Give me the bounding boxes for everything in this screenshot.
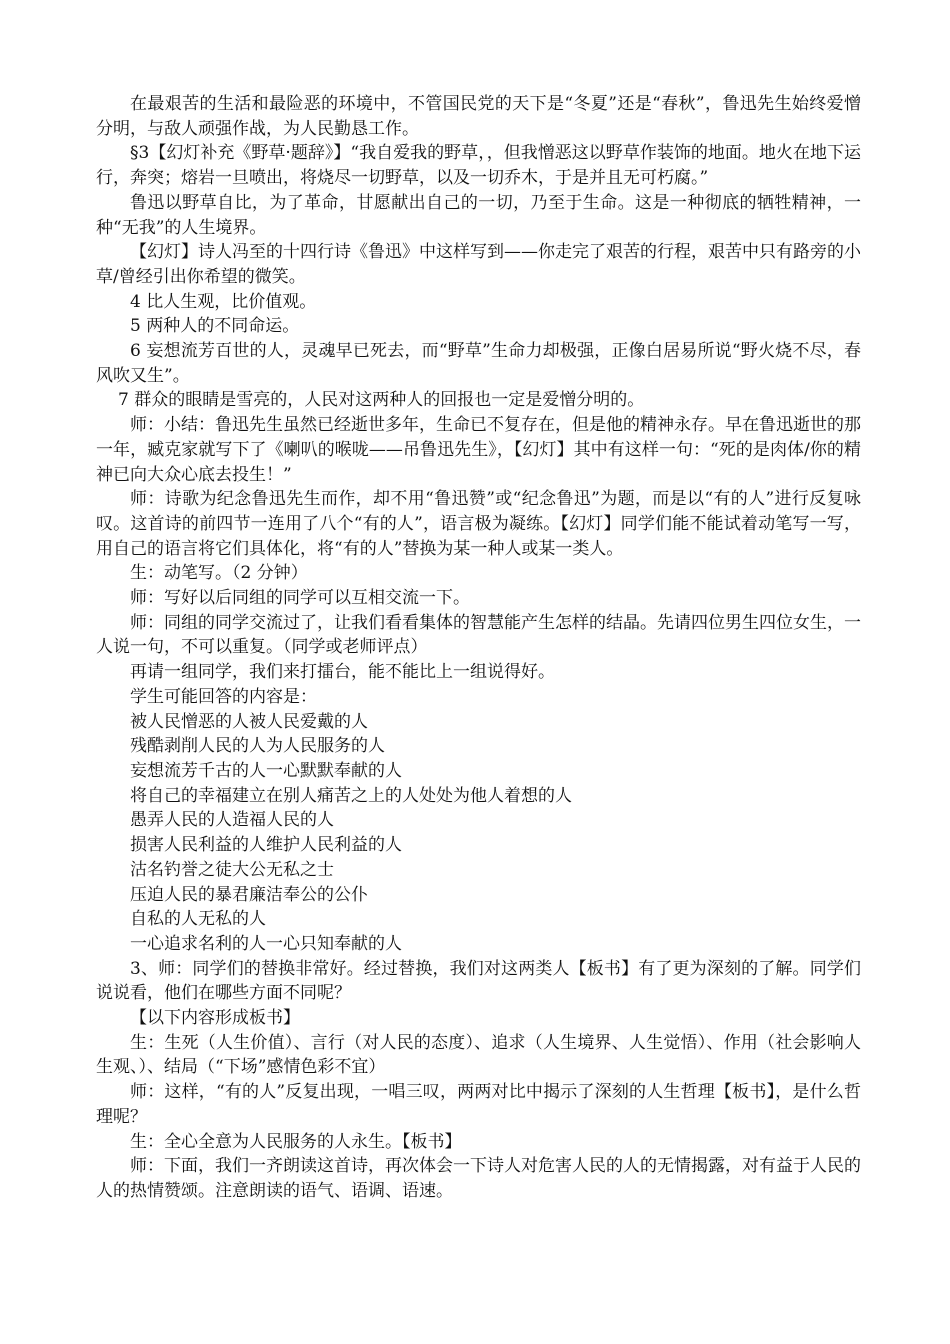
- paragraph: 【幻灯】诗人冯至的十四行诗《鲁迅》中这样写到——你走完了艰苦的行程，艰苦中只有路旁的小草/曾经引出你希望的微笑。: [96, 242, 861, 287]
- answer-item: 残酷剥削人民的人为人民服务的人: [130, 736, 385, 757]
- paragraph: 3、师：同学们的替换非常好。经过替换，我们对这两类人【板书】有了更为深刻的了解。同学们说说看，他们在哪些方面不同呢？: [96, 958, 861, 1004]
- paragraph: 【以下内容形成板书】: [130, 1008, 300, 1029]
- answer-item: 损害人民利益的人维护人民利益的人: [130, 835, 402, 856]
- document-page: [96, 92, 861, 1204]
- paragraph: 师：诗歌为纪念鲁迅先生而作，却不用“鲁迅赞”或“纪念鲁迅”为题，而是以“有的人”进行反复咏叹。这首诗的前四节一连用了八个“有的人”，语言极为凝练。【幻灯】同学们能不能试着动笔写一写，用自己的语言将它们具体化，将“有的人”替换为某一种人或某一类人。: [96, 489, 861, 559]
- paragraph: 师：小结：鲁迅先生虽然已经逝世多年，生命已不复存在，但是他的精神永存。早在鲁迅逝世的那一年，臧克家就写下了《喇叭的喉咙——吊鲁迅先生》，【幻灯】其中有这样一句：“死的是肉体/你的精神已向大众心底去投生！”: [96, 415, 861, 485]
- paragraph: 在最艰苦的生活和最险恶的环境中，不管国民党的天下是“冬夏”还是“春秋”，鲁迅先生始终爱憎分明，与敌人顽强作战，为人民勤恳工作。: [96, 94, 861, 139]
- answer-item: 将自己的幸福建立在别人痛苦之上的人处处为他人着想的人: [130, 785, 572, 806]
- answer-item: 愚弄人民的人造福人民的人: [130, 810, 334, 831]
- list-item: 7 群众的眼睛是雪亮的，人民对这两种人的回报也一定是爱憎分明的。: [118, 390, 645, 411]
- answer-item: 自私的人无私的人: [130, 909, 266, 930]
- paragraph: 学生可能回答的内容是：: [130, 686, 317, 707]
- answer-item: 妄想流芳千古的人一心默默奉献的人: [130, 760, 402, 781]
- list-item: 6 妄想流芳百世的人，灵魂早已死去，而“野草”生命力却极强，正像白居易所说“野火烧不尽，春风吹又生”。: [96, 341, 861, 386]
- paragraph: 生：生死（人生价值）、言行（对人民的态度）、追求（人生境界、人生觉悟）、作用（社会影响人生观、）、结局（“下场”感情色彩不宜）: [96, 1032, 861, 1078]
- paragraph: 再请一组同学，我们来打擂台，能不能比上一组说得好。: [130, 662, 555, 683]
- answer-item: 被人民憎恶的人被人民爱戴的人: [130, 711, 368, 732]
- paragraph: 师：这样，“有的人”反复出现，一唱三叹，两两对比中揭示了深刻的人生哲理【板书】，是什么哲理呢？: [96, 1082, 861, 1127]
- paragraph: 师：同组的同学交流过了，让我们看看集体的智慧能产生怎样的结晶。先请四位男生四位女生，一人说一句，不可以重复。（同学或老师评点）: [96, 612, 861, 658]
- list-item: 5 两种人的不同命运。: [130, 316, 300, 337]
- paragraph: 生：全心全意为人民服务的人永生。【板书】: [130, 1131, 462, 1152]
- list-item: 4 比人生观，比价值观。: [130, 291, 317, 312]
- paragraph: 鲁迅以野草自比，为了革命，甘愿献出自己的一切，乃至于生命。这是一种彻底的牺牲精神，一种“无我”的人生境界。: [96, 192, 861, 238]
- paragraph: 师：下面，我们一齐朗读这首诗，再次体会一下诗人对危害人民的人的无情揭露，对有益于人民的人的热情赞颂。注意朗读的语气、语调、语速。: [96, 1156, 861, 1201]
- paragraph: 师：写好以后同组的同学可以互相交流一下。: [130, 588, 470, 609]
- paragraph: 生：动笔写。（2 分钟）: [130, 563, 308, 584]
- answer-item: 压迫人民的暴君廉洁奉公的公仆: [130, 884, 368, 905]
- paragraph: §3【幻灯补充《野草·题辞》】“我自爱我的野草，，但我憎恶这以野草作装饰的地面。地火在地下运行，奔突；熔岩一旦喷出，将烧尽一切野草，以及一切乔木，于是并且无可朽腐。”: [96, 143, 861, 189]
- answer-item: 一心追求名利的人一心只知奉献的人: [130, 933, 402, 954]
- answer-item: 沽名钓誉之徒大公无私之士: [130, 859, 334, 880]
